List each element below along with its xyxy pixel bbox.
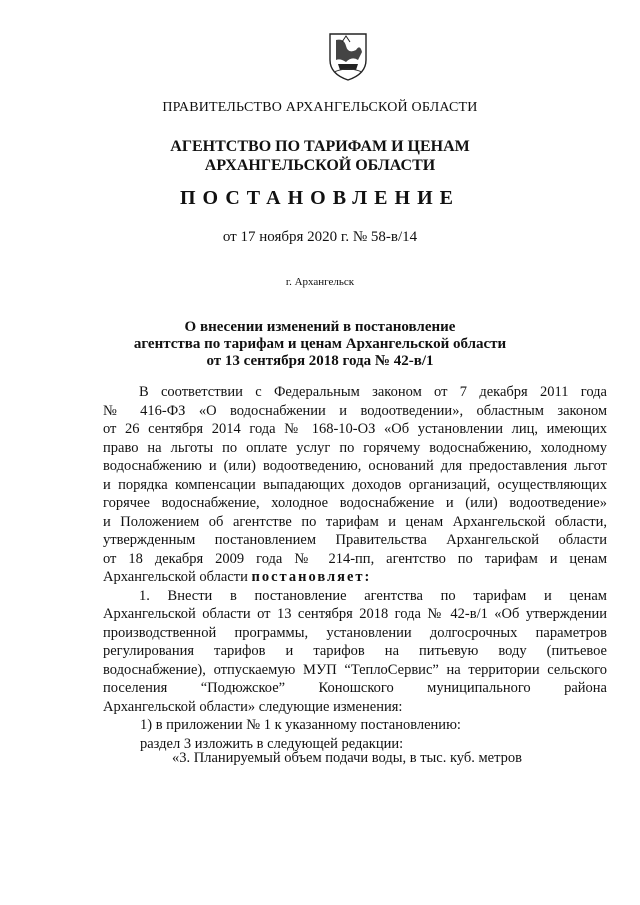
preamble-line: право на льготы по оплате услуг по горячему водоснабжению, холодному xyxy=(103,439,607,456)
resolution-keyword: постановляет: xyxy=(251,569,372,585)
item1-line: Архангельской области от 13 сентября 2018 года № 42-в/1 «Об утверждении xyxy=(103,606,607,622)
preamble-line: и Положением об агентстве по тарифам и ценам Архангельской области, xyxy=(103,513,607,530)
document-date-number: от 17 ноября 2020 г. № 58-в/14 xyxy=(222,229,418,245)
item1-line: поселения “Подюжское” Коношского муниципального района xyxy=(103,680,607,696)
preamble-last-text: Архангельской области xyxy=(103,569,252,585)
document-body xyxy=(103,383,607,753)
agency-name-line2: АРХАНГЕЛЬСКОЙ ОБЛАСТИ xyxy=(204,157,436,174)
document-city: г. Архангельск xyxy=(285,276,355,288)
document-subject xyxy=(0,319,640,370)
item1-line: производственной программы, установлении долгосрочных параметров xyxy=(103,624,607,641)
item1-line: регулирования тарифов и тарифов на питьевую воду (питьевое xyxy=(103,643,607,659)
preamble-paragraph xyxy=(103,383,607,587)
subject-line2: агентства по тарифам и ценам Архангельской области xyxy=(133,336,507,352)
item-1-paragraph xyxy=(103,587,607,754)
section-3-title: «3. Планируемый объем подачи воды, в тыс. куб. метров xyxy=(172,750,522,766)
item1-subitem-1: 1) в приложении № 1 к указанному постановлению: xyxy=(140,717,461,733)
agency-name xyxy=(0,137,640,175)
coat-of-arms-emblem xyxy=(326,30,370,82)
document-type-title: ПОСТАНОВЛЕНИЕ xyxy=(180,187,460,209)
item1-last-line: Архангельской области» следующие изменения: xyxy=(103,698,403,715)
subject-line1: О внесении изменений в постановление xyxy=(184,319,456,335)
preamble-line: горячее водоснабжение, холодное водоснабжение и (или) водоотведение» xyxy=(103,495,607,511)
preamble-line: водоснабжению и (или) водоотведению, оснований для предоставления льгот xyxy=(103,458,607,474)
preamble-line: В соответствии с Федеральным законом от 7 декабря 2011 года xyxy=(139,384,607,400)
preamble-line: от 18 декабря 2009 года № 214-пп, агентство по тарифам и ценам xyxy=(103,550,607,567)
item1-line: водоснабжение), отпускаемую МУП “ТеплоСервис” на территории сельского xyxy=(103,661,607,678)
preamble-line: от 26 сентября 2014 года № 168-10-ОЗ «Об установлении лиц, имеющих xyxy=(103,421,607,437)
preamble-line: утвержденным постановлением Правительства Архангельской области xyxy=(103,532,607,548)
item1-line: 1. Внести в постановление агентства по тарифам и ценам xyxy=(139,587,607,604)
preamble-line: № 416-ФЗ «О водоснабжении и водоотведении», областным законом xyxy=(103,402,607,419)
item1-subitem-2: раздел 3 изложить в следующей редакции: xyxy=(140,735,404,752)
subject-line3: от 13 сентября 2018 года № 42-в/1 xyxy=(206,353,434,369)
agency-name-line1: АГЕНТСТВО ПО ТАРИФАМ И ЦЕНАМ xyxy=(170,138,470,155)
government-name: ПРАВИТЕЛЬСТВО АРХАНГЕЛЬСКОЙ ОБЛАСТИ xyxy=(162,100,478,115)
preamble-last-line xyxy=(103,568,607,587)
preamble-line: и порядка компенсации выпадающих доходов организаций, осуществляющих xyxy=(103,476,607,493)
